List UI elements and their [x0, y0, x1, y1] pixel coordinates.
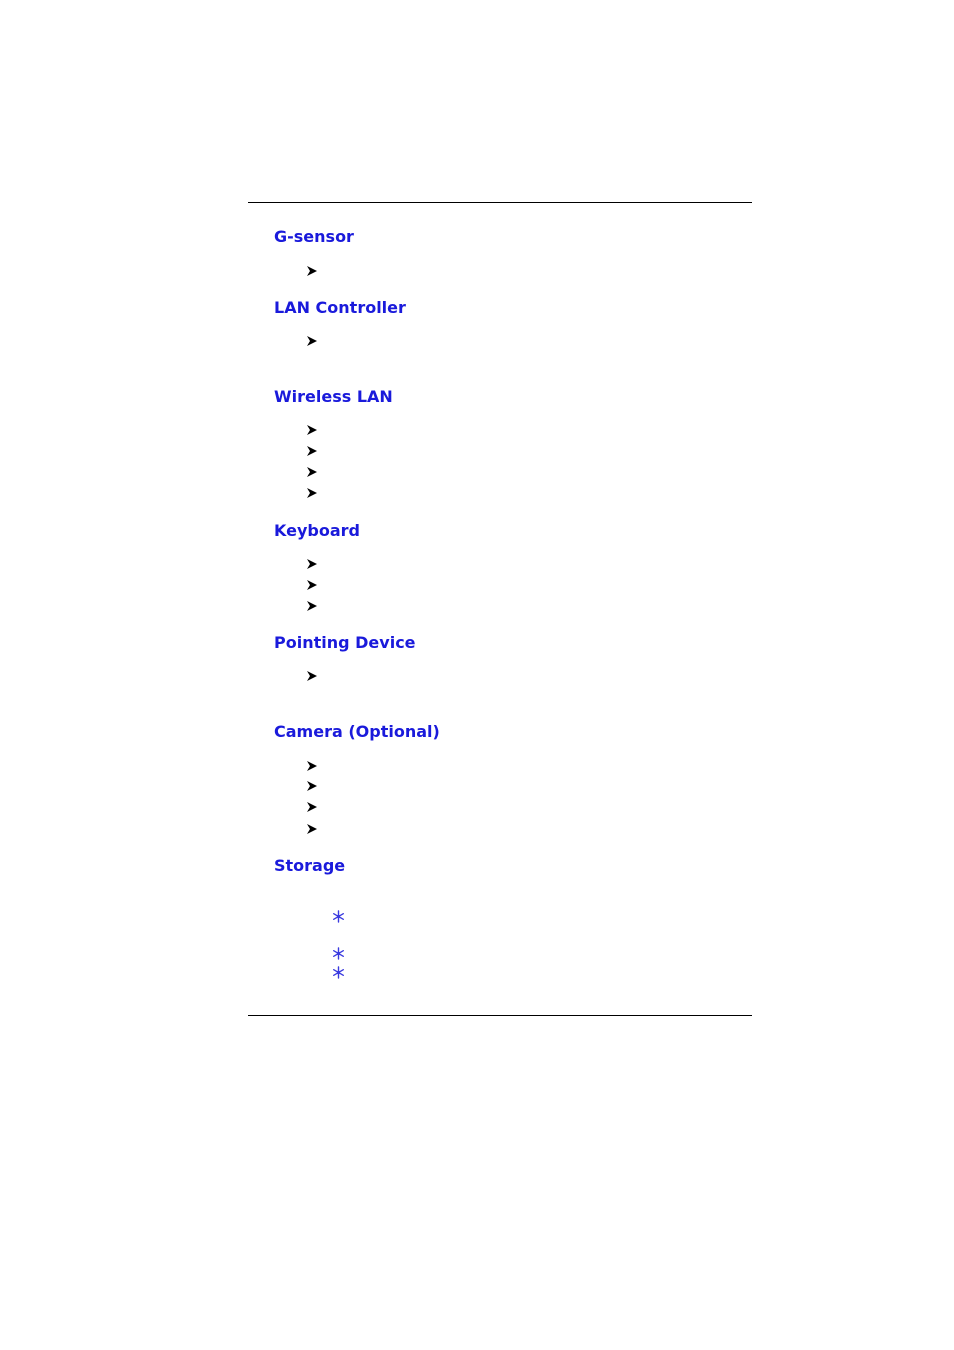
arrow-bullet-icon [306, 760, 318, 772]
arrow-bullet-icon [306, 670, 318, 682]
arrow-bullet-icon [306, 335, 318, 347]
top-divider [248, 202, 752, 203]
arrow-bullet-icon [306, 600, 318, 612]
snowflake-bullet-icon [332, 966, 345, 979]
bottom-divider [248, 1015, 752, 1016]
arrow-bullet-icon [306, 466, 318, 478]
section-heading-lan-controller: LAN Controller [274, 298, 406, 317]
arrow-bullet-icon [306, 487, 318, 499]
arrow-bullet-icon [306, 558, 318, 570]
arrow-bullet-icon [306, 801, 318, 813]
arrow-bullet-icon [306, 823, 318, 835]
section-heading-wireless-lan: Wireless LAN [274, 387, 393, 406]
section-heading-g-sensor: G-sensor [274, 227, 354, 246]
section-heading-camera: Camera (Optional) [274, 722, 440, 741]
section-heading-keyboard: Keyboard [274, 521, 360, 540]
section-heading-storage: Storage [274, 856, 346, 875]
section-heading-pointing-device: Pointing Device [274, 633, 416, 652]
arrow-bullet-icon [306, 780, 318, 792]
arrow-bullet-icon [306, 265, 318, 277]
arrow-bullet-icon [306, 445, 318, 457]
snowflake-bullet-icon [332, 910, 345, 923]
snowflake-bullet-icon [332, 947, 345, 960]
arrow-bullet-icon [306, 424, 318, 436]
arrow-bullet-icon [306, 579, 318, 591]
